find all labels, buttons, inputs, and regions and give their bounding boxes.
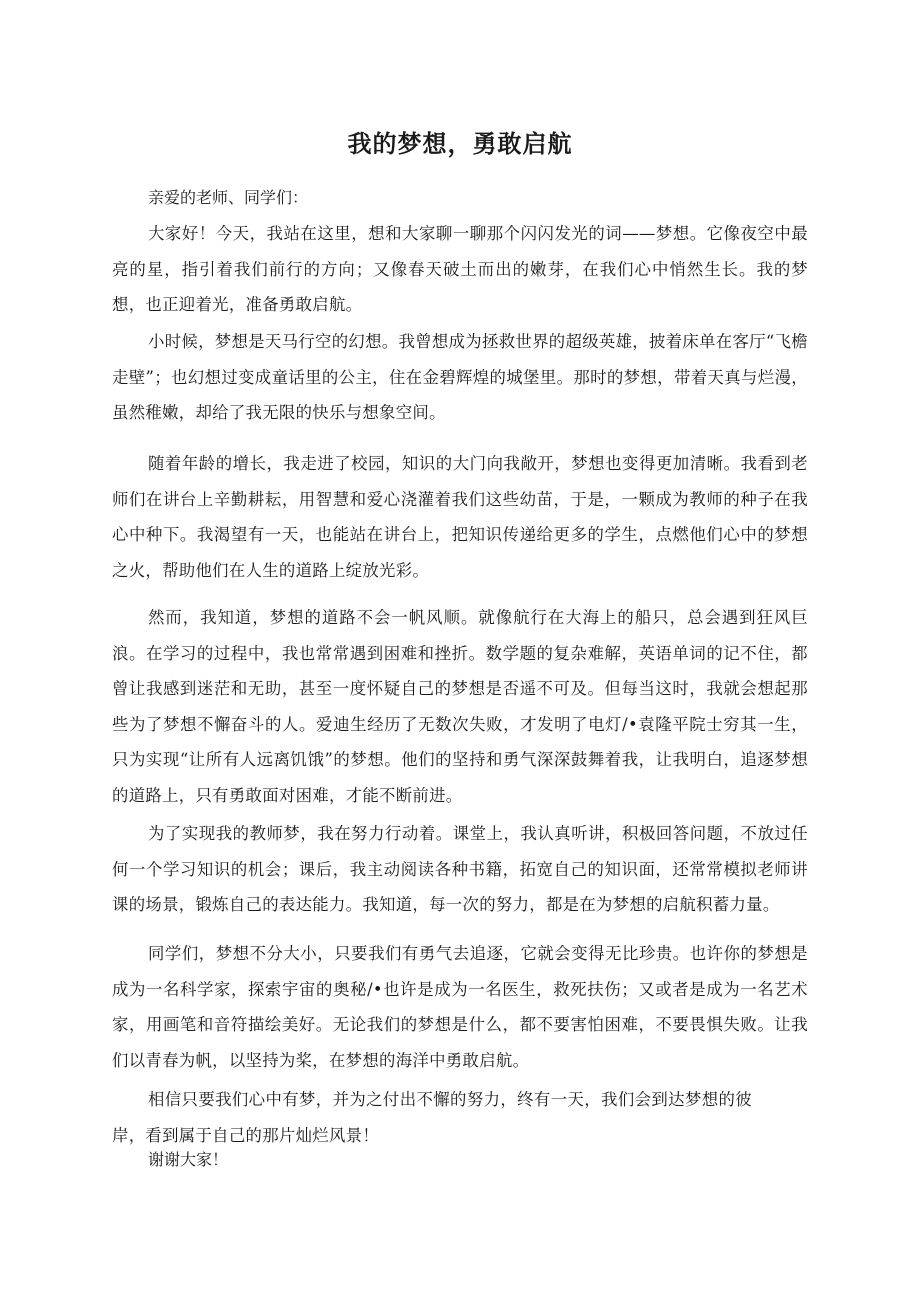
paragraph-difficulties: 然而，我知道，梦想的道路不会一帆风顺。就像航行在大海上的船只，总会遇到狂风巨浪。在学习的过程中，我也常常遇到困难和挫折。数学题的复杂难解，英语单词的记不住，都曾让我感到迷茫和无助，甚至一度怀疑自己的梦想是否遥不可及。但每当这时，我就会想起那些为了梦想不懈奋斗的人。爱迪生经历了无数次失败，才发明了电灯/•袁隆平院士穷其一生，只为实现“让所有人远离饥饿”的梦想。他们的坚持和勇气深深鼓舞着我，让我明白，追逐梦想的道路上，只有勇敢面对困难，才能不断前进。	[112, 608, 808, 805]
page-title: 我的梦想，勇敢启航	[347, 130, 573, 158]
paragraph-intro: 大家好！今天，我站在这里，想和大家聊一聊那个闪闪发光的词——梦想。它像夜空中最亮的星，指引着我们前行的方向；又像春天破土而出的嫩芽，在我们心中悄然生长。我的梦想，也正迎着光，准备勇敢启航。	[112, 224, 808, 314]
greeting: 亲爱的老师、同学们：	[148, 188, 309, 207]
paragraph-conclusion: 相信只要我们心中有梦，并为之付出不懈的努力，终有一天，我们会到达梦想的彼岸，看到属于自己的那片灿烂风景！	[112, 1090, 752, 1145]
paragraph-effort: 为了实现我的教师梦，我在努力行动着。课堂上，我认真听讲，积极回答问题，不放过任何一个学习知识的机会；课后，我主动阅读各种书籍，拓宽自己的知识面，还常常模拟老师讲课的场景，锻炼自己的表达能力。我知道，每一次的努力，都是在为梦想的启航积蓄力量。	[112, 824, 808, 914]
closing-line: 谢谢大家！	[148, 1150, 229, 1169]
paragraph-school: 随着年龄的增长，我走进了校园，知识的大门向我敞开，梦想也变得更加清晰。我看到老师们在讲台上辛勤耕耘，用智慧和爱心浇灌着我们这些幼苗，于是，一颗成为教师的种子在我心中种下。我渴望有一天，也能站在讲台上，把知识传递给更多的学生，点燃他们心中的梦想之火，帮助他们在人生的道路上绽放光彩。	[112, 454, 808, 580]
paragraph-classmates: 同学们，梦想不分大小，只要我们有勇气去追逐，它就会变得无比珍贵。也许你的梦想是成为一名科学家，探索宇宙的奥秘/•也许是成为一名医生，救死扶伤；又或者是成为一名艺术家，用画笔和音符描绘美好。无论我们的梦想是什么，都不要害怕困难，不要畏惧失败。让我们以青春为帆，以坚持为桨，在梦想的海洋中勇敢启航。	[112, 944, 808, 1070]
paragraph-childhood: 小时候，梦想是天马行空的幻想。我曾想成为拯救世界的超级英雄，披着床单在客厅“飞檐走壁”；也幻想过变成童话里的公主，住在金碧辉煌的城堡里。那时的梦想，带着天真与烂漫，虽然稚嫩，却给了我无限的快乐与想象空间。	[112, 332, 808, 422]
